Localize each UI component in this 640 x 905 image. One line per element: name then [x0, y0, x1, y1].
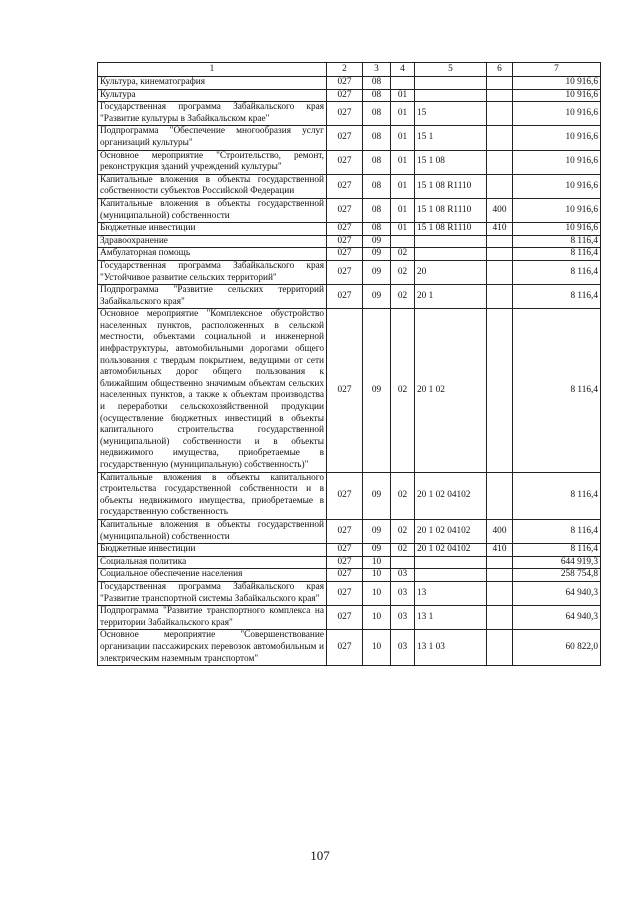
table-row	[98, 223, 601, 236]
cell-subsection	[391, 556, 415, 569]
header-row	[98, 63, 601, 77]
cell-name: Капитальные вложения в объекты государственной (муниципальной) собственности	[98, 519, 327, 543]
page-number: 107	[310, 848, 330, 863]
cell-name: Основное мероприятие "Комплексное обустройство населенных пунктов, расположенных в сельской местности, объектами социальной и инженерной инфраструктуры, автомобильными дорогами общего пользования с твердым покрытием, ведущими от сети автомобильных дорог общего пользования к ближайшим общественно значимым объектам сельских населенных пунктов, а также к объектам производства и переработки сельскохозяйственной продукции (осуществление бюджетных инвестиций в объекты капитального строительства государственной (муниципальной) собственности и в объекты недвижимого имущества, приобретаемые в государственную (муниципальную) собственность)"	[98, 309, 327, 472]
col-header-amount: 7	[513, 63, 601, 77]
cell-grbs: 027	[327, 569, 363, 582]
col-header-section: 3	[363, 63, 391, 77]
table-row	[98, 77, 601, 90]
cell-subsection: 02	[391, 285, 415, 309]
cell-expense-type	[487, 150, 513, 174]
cell-grbs: 027	[327, 260, 363, 284]
cell-name: Основное мероприятие "Строительство, ремонт, реконструкция зданий учреждений культуры"	[98, 150, 327, 174]
cell-amount: 10 916,6	[513, 126, 601, 150]
cell-section: 09	[363, 260, 391, 284]
col-header-target-article: 5	[415, 63, 487, 77]
cell-name: Капитальные вложения в объекты государственной собственности субъектов Российской Федерации	[98, 174, 327, 198]
cell-subsection: 02	[391, 519, 415, 543]
table-row	[98, 472, 601, 519]
cell-grbs: 027	[327, 581, 363, 605]
cell-target-article: 20 1 02 04102	[415, 472, 487, 519]
cell-target-article: 20 1 02 04102	[415, 519, 487, 543]
cell-target-article: 15 1 08 R1110	[415, 223, 487, 236]
cell-amount: 10 916,6	[513, 77, 601, 90]
cell-subsection: 01	[391, 126, 415, 150]
cell-grbs: 027	[327, 630, 363, 666]
cell-subsection: 01	[391, 89, 415, 102]
cell-amount: 10 916,6	[513, 89, 601, 102]
cell-expense-type	[487, 581, 513, 605]
cell-subsection: 03	[391, 606, 415, 630]
table-row	[98, 174, 601, 198]
cell-target-article: 20 1	[415, 285, 487, 309]
cell-section: 08	[363, 174, 391, 198]
cell-target-article	[415, 569, 487, 582]
cell-name: Капитальные вложения в объекты государственной (муниципальной) собственности	[98, 198, 327, 222]
cell-section: 09	[363, 235, 391, 248]
cell-grbs: 027	[327, 235, 363, 248]
cell-expense-type: 410	[487, 223, 513, 236]
cell-section: 10	[363, 630, 391, 666]
cell-target-article: 13 1	[415, 606, 487, 630]
cell-name: Здравоохранение	[98, 235, 327, 248]
cell-expense-type	[487, 174, 513, 198]
table-row	[98, 150, 601, 174]
table-row	[98, 248, 601, 261]
cell-name: Государственная программа Забайкальского края "Развитие культуры в Забайкальском крае"	[98, 102, 327, 126]
cell-expense-type	[487, 89, 513, 102]
cell-expense-type: 400	[487, 198, 513, 222]
cell-subsection	[391, 235, 415, 248]
cell-grbs: 027	[327, 174, 363, 198]
cell-target-article: 15 1 08 R1110	[415, 198, 487, 222]
cell-section: 08	[363, 126, 391, 150]
cell-expense-type	[487, 235, 513, 248]
cell-name: Государственная программа Забайкальского края "Устойчивое развитие сельских территорий"	[98, 260, 327, 284]
cell-amount: 8 116,4	[513, 309, 601, 472]
col-header-grbs: 2	[327, 63, 363, 77]
cell-subsection: 02	[391, 248, 415, 261]
cell-amount: 8 116,4	[513, 260, 601, 284]
cell-name: Подпрограмма "Развитие сельских территорий Забайкальского края"	[98, 285, 327, 309]
cell-section: 08	[363, 77, 391, 90]
cell-amount: 10 916,6	[513, 223, 601, 236]
cell-amount: 8 116,4	[513, 472, 601, 519]
cell-section: 09	[363, 309, 391, 472]
cell-name: Бюджетные инвестиции	[98, 223, 327, 236]
col-header-expense-type: 6	[487, 63, 513, 77]
cell-section: 10	[363, 606, 391, 630]
cell-section: 10	[363, 569, 391, 582]
cell-amount: 64 940,3	[513, 606, 601, 630]
cell-grbs: 027	[327, 309, 363, 472]
table-row	[98, 606, 601, 630]
cell-amount: 8 116,4	[513, 544, 601, 557]
cell-section: 09	[363, 285, 391, 309]
cell-expense-type: 400	[487, 519, 513, 543]
cell-expense-type	[487, 260, 513, 284]
cell-subsection: 02	[391, 472, 415, 519]
cell-name: Подпрограмма "Обеспечение многообразия услуг организаций культуры"	[98, 126, 327, 150]
cell-section: 09	[363, 544, 391, 557]
cell-target-article: 20 1 02 04102	[415, 544, 487, 557]
cell-expense-type	[487, 472, 513, 519]
table-row	[98, 285, 601, 309]
cell-name: Подпрограмма "Развитие транспортного комплекса на территории Забайкальского края"	[98, 606, 327, 630]
cell-name: Основное мероприятие "Совершенствование организации пассажирских перевозок автомобильным и электрическим наземным транспортом"	[98, 630, 327, 666]
cell-subsection: 03	[391, 630, 415, 666]
cell-name: Культура	[98, 89, 327, 102]
cell-grbs: 027	[327, 223, 363, 236]
cell-target-article: 20 1 02	[415, 309, 487, 472]
cell-grbs: 027	[327, 126, 363, 150]
cell-grbs: 027	[327, 77, 363, 90]
cell-grbs: 027	[327, 544, 363, 557]
table-row	[98, 581, 601, 605]
cell-target-article	[415, 556, 487, 569]
cell-expense-type	[487, 77, 513, 90]
table-row	[98, 126, 601, 150]
cell-target-article	[415, 77, 487, 90]
cell-subsection	[391, 77, 415, 90]
cell-target-article	[415, 235, 487, 248]
cell-name: Бюджетные инвестиции	[98, 544, 327, 557]
table-row	[98, 235, 601, 248]
cell-amount: 10 916,6	[513, 174, 601, 198]
cell-expense-type	[487, 309, 513, 472]
cell-amount: 60 822,0	[513, 630, 601, 666]
cell-name: Амбулаторная помощь	[98, 248, 327, 261]
cell-target-article: 13	[415, 581, 487, 605]
budget-table	[97, 62, 601, 666]
cell-amount: 10 916,6	[513, 198, 601, 222]
col-header-subsection: 4	[391, 63, 415, 77]
cell-section: 09	[363, 248, 391, 261]
cell-amount: 258 754,8	[513, 569, 601, 582]
cell-section: 09	[363, 472, 391, 519]
cell-target-article: 13 1 03	[415, 630, 487, 666]
cell-section: 08	[363, 102, 391, 126]
cell-subsection: 02	[391, 309, 415, 472]
cell-amount: 8 116,4	[513, 285, 601, 309]
cell-expense-type: 410	[487, 544, 513, 557]
cell-grbs: 027	[327, 472, 363, 519]
cell-amount: 10 916,6	[513, 102, 601, 126]
cell-name: Социальная политика	[98, 556, 327, 569]
cell-grbs: 027	[327, 285, 363, 309]
cell-expense-type	[487, 556, 513, 569]
cell-subsection: 01	[391, 150, 415, 174]
cell-amount: 8 116,4	[513, 248, 601, 261]
cell-target-article	[415, 248, 487, 261]
table-row	[98, 630, 601, 666]
cell-amount: 8 116,4	[513, 519, 601, 543]
cell-subsection: 01	[391, 174, 415, 198]
cell-section: 09	[363, 519, 391, 543]
cell-expense-type	[487, 126, 513, 150]
cell-subsection: 02	[391, 260, 415, 284]
cell-grbs: 027	[327, 519, 363, 543]
table-row	[98, 309, 601, 472]
cell-grbs: 027	[327, 150, 363, 174]
cell-amount: 8 116,4	[513, 235, 601, 248]
cell-section: 08	[363, 223, 391, 236]
cell-expense-type	[487, 606, 513, 630]
cell-expense-type	[487, 285, 513, 309]
table-row	[98, 260, 601, 284]
cell-expense-type	[487, 630, 513, 666]
cell-grbs: 027	[327, 89, 363, 102]
cell-section: 08	[363, 198, 391, 222]
table-row	[98, 556, 601, 569]
cell-subsection: 03	[391, 581, 415, 605]
cell-section: 08	[363, 89, 391, 102]
cell-amount: 10 916,6	[513, 150, 601, 174]
cell-name: Государственная программа Забайкальского края "Развитие транспортной системы Забайкальского края"	[98, 581, 327, 605]
cell-target-article: 20	[415, 260, 487, 284]
cell-amount: 644 919,3	[513, 556, 601, 569]
table-row	[98, 102, 601, 126]
cell-target-article: 15	[415, 102, 487, 126]
cell-target-article: 15 1 08	[415, 150, 487, 174]
cell-name: Социальное обеспечение населения	[98, 569, 327, 582]
table-row	[98, 89, 601, 102]
table-row	[98, 569, 601, 582]
table-row	[98, 198, 601, 222]
col-header-name: 1	[98, 63, 327, 77]
table-row	[98, 544, 601, 557]
cell-grbs: 027	[327, 198, 363, 222]
cell-section: 08	[363, 150, 391, 174]
cell-target-article: 15 1 08 R1110	[415, 174, 487, 198]
cell-grbs: 027	[327, 102, 363, 126]
cell-section: 10	[363, 581, 391, 605]
table-row	[98, 519, 601, 543]
cell-subsection: 01	[391, 198, 415, 222]
cell-subsection: 01	[391, 102, 415, 126]
cell-target-article	[415, 89, 487, 102]
cell-grbs: 027	[327, 606, 363, 630]
cell-amount: 64 940,3	[513, 581, 601, 605]
cell-grbs: 027	[327, 556, 363, 569]
cell-name: Капитальные вложения в объекты капитального строительства государственной собственности и в объекты недвижимого имущества, приобретаемые в государственную собственность	[98, 472, 327, 519]
cell-target-article: 15 1	[415, 126, 487, 150]
cell-subsection: 03	[391, 569, 415, 582]
cell-name: Культура, кинематография	[98, 77, 327, 90]
cell-subsection: 01	[391, 223, 415, 236]
cell-subsection: 02	[391, 544, 415, 557]
cell-expense-type	[487, 248, 513, 261]
cell-expense-type	[487, 102, 513, 126]
cell-expense-type	[487, 569, 513, 582]
cell-section: 10	[363, 556, 391, 569]
cell-grbs: 027	[327, 248, 363, 261]
